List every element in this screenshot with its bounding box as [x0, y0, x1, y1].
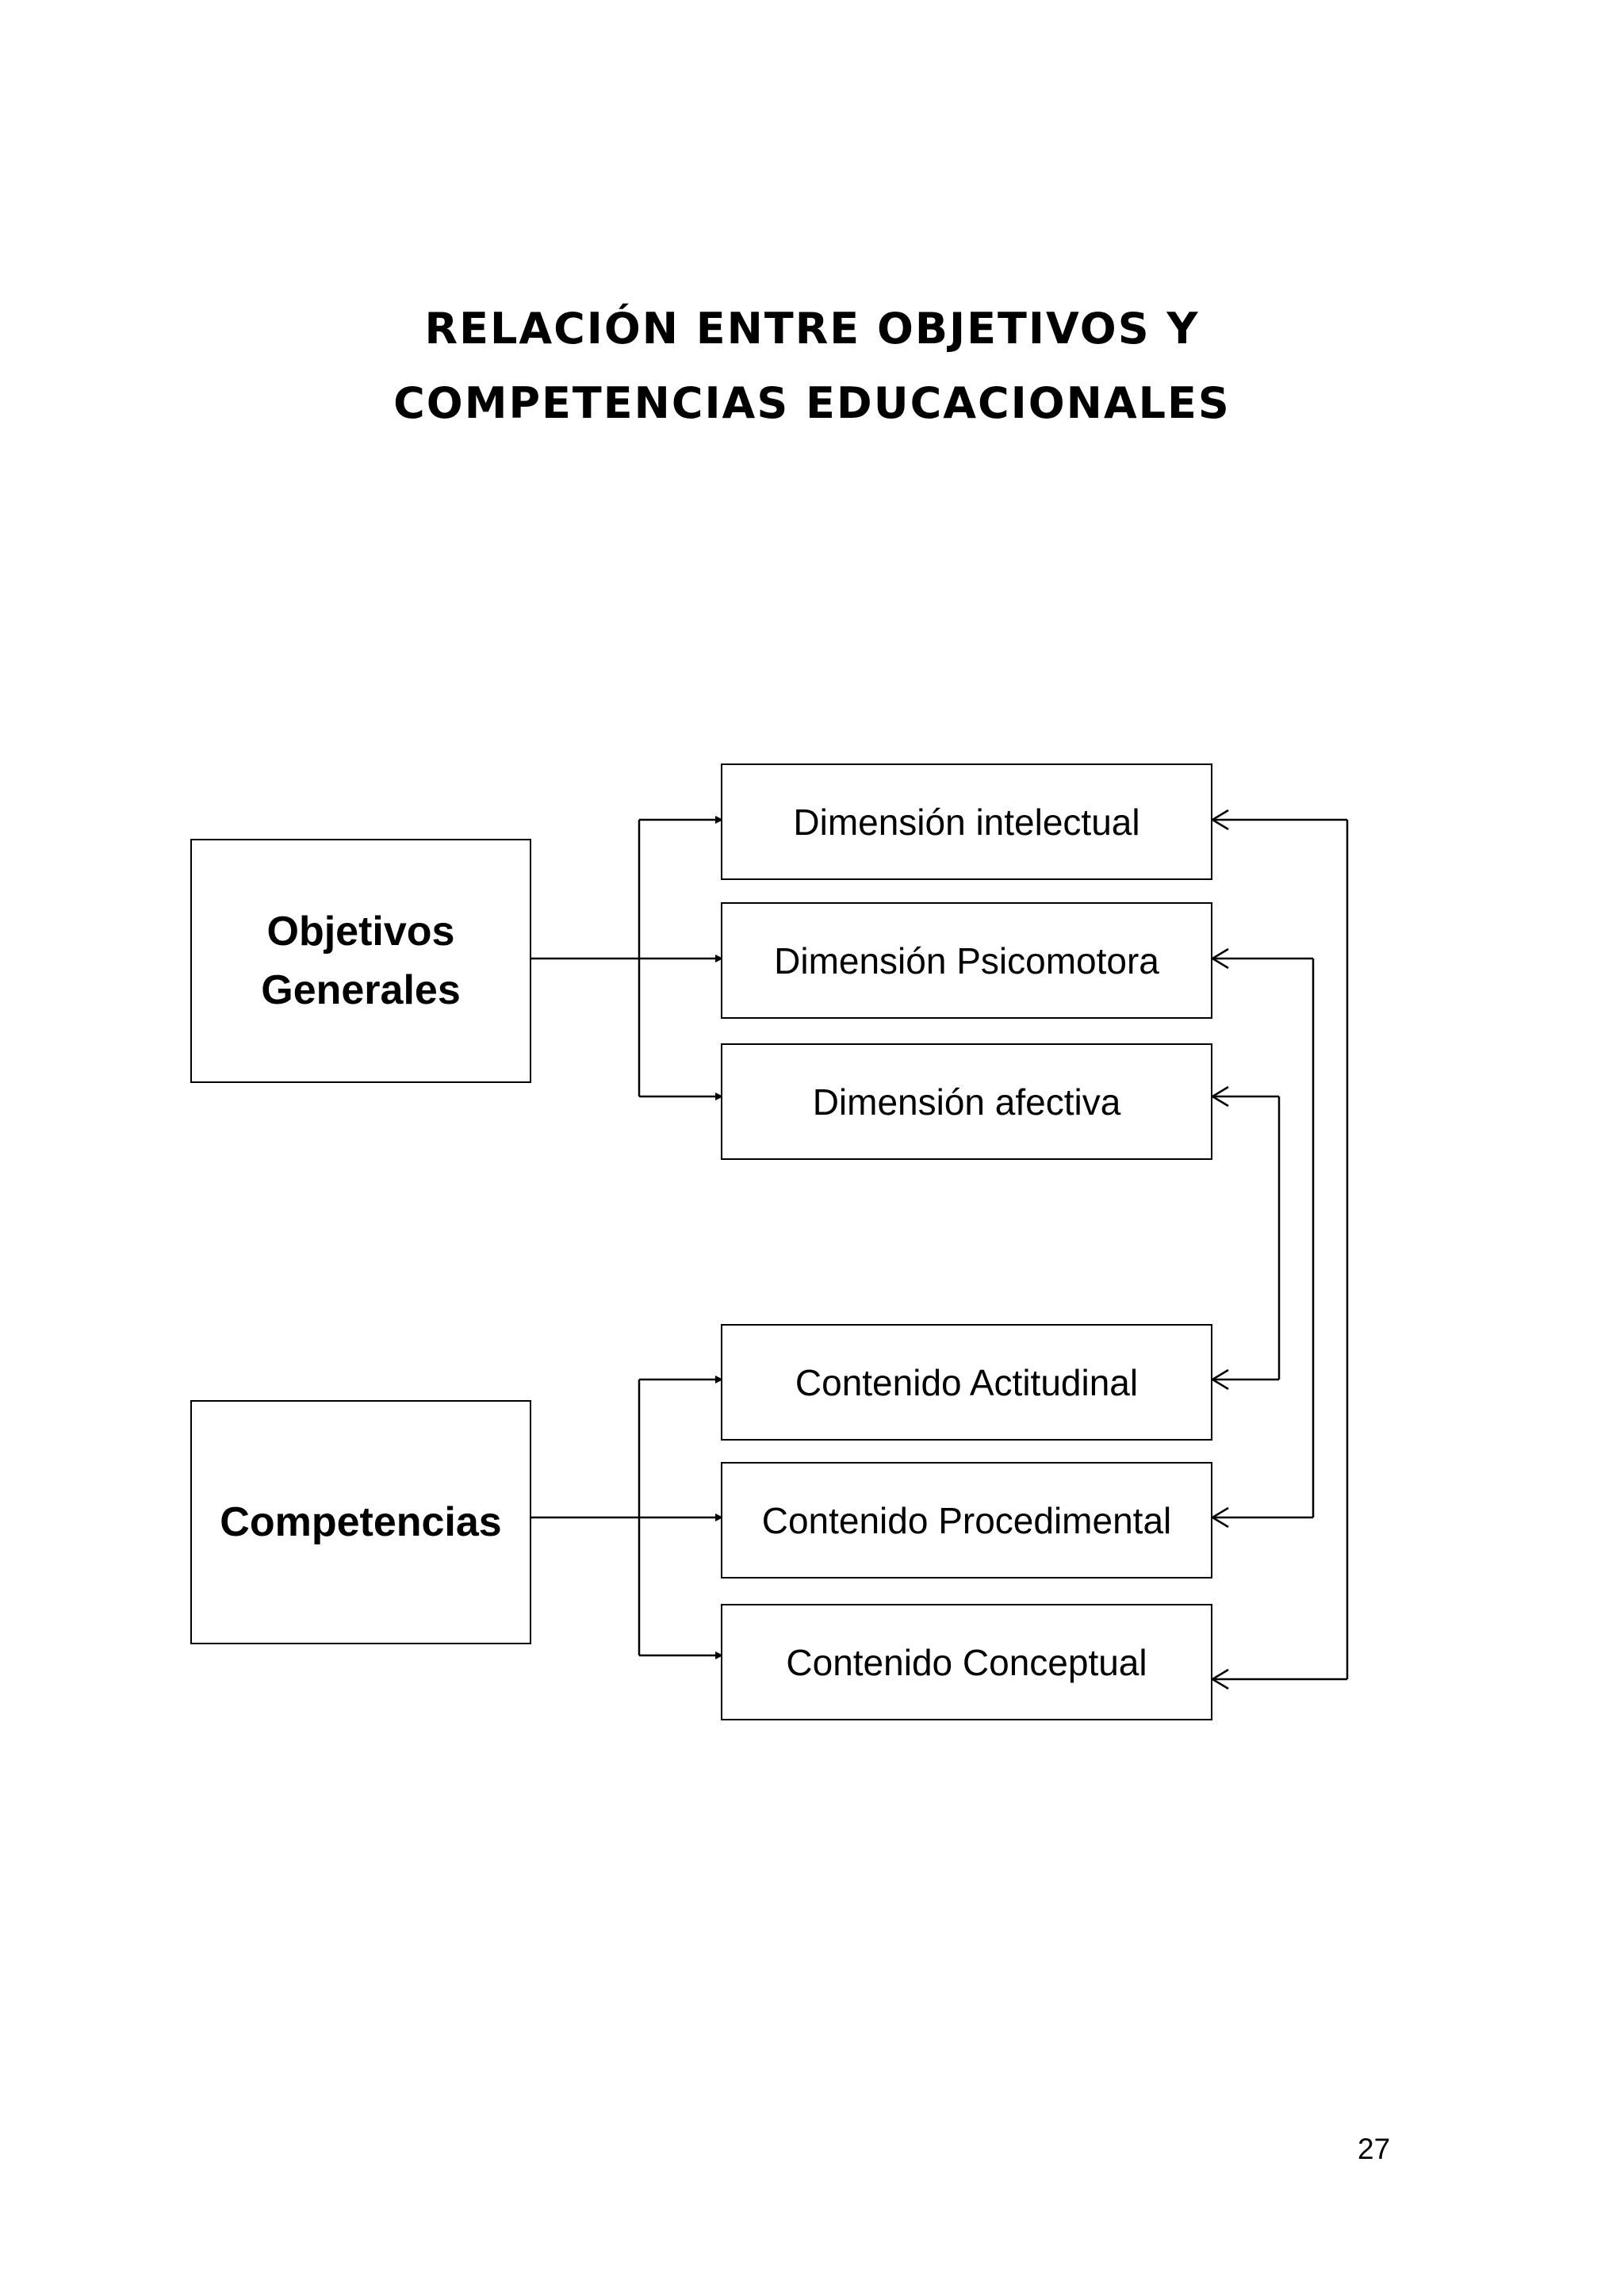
link-afectiva-actitudinal [1212, 1087, 1279, 1389]
dimension-intelectual-box [721, 763, 1212, 880]
competencias-label: Competencias [220, 1499, 502, 1545]
dimension-psicomotora-label: Dimensión Psicomotora [774, 939, 1159, 982]
objetivos-generales-box [190, 839, 531, 1083]
contenido-actitudinal-box [721, 1324, 1212, 1441]
link-psicomotora-procedimental [1212, 949, 1313, 1527]
objetivos-label: Objetivos [266, 909, 455, 955]
page-number: 27 [1358, 2133, 1391, 2165]
contenido-conceptual-label: Contenido Conceptual [786, 1641, 1147, 1683]
contenido-conceptual-box [721, 1604, 1212, 1720]
dimension-intelectual-label: Dimensión intelectual [793, 801, 1140, 843]
contenido-procedimental-box [721, 1462, 1212, 1578]
dimension-psicomotora-box [721, 902, 1212, 1019]
contenido-procedimental-label: Contenido Procedimental [761, 1499, 1172, 1541]
competencias-box [190, 1400, 531, 1644]
diagram-title-line-2: COMPETENCIAS EDUCACIONALES [393, 378, 1231, 428]
dimension-afectiva-label: Dimensión afectiva [812, 1081, 1121, 1123]
contenido-actitudinal-label: Contenido Actitudinal [795, 1361, 1139, 1403]
generales-label: Generales [261, 967, 461, 1013]
dimension-afectiva-box [721, 1043, 1212, 1160]
diagram-title-line-1: RELACIÓN ENTRE OBJETIVOS Y [424, 304, 1200, 354]
